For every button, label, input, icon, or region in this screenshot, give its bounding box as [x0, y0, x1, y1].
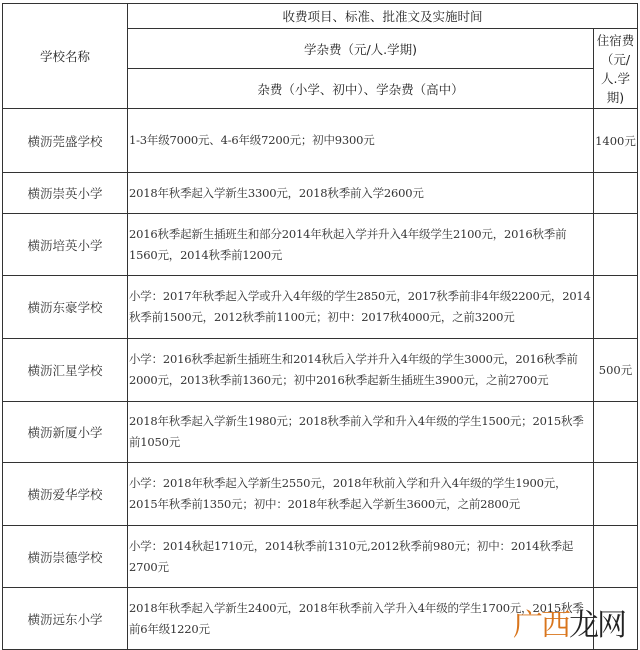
school-name-cell: 横沥汇星学校 — [3, 339, 128, 402]
dorm-fee-cell: 1400元 — [593, 109, 637, 173]
table-row — [3, 214, 638, 276]
fee-cell: 小学：2017年秋季起入学或升入4年级的学生2850元，2017秋季前非4年级2200元，2014秋季前1500元，2012秋季前1100元；初中：2017秋4000元，之前3200元 — [128, 276, 594, 339]
fee-cell: 小学：2014秋起1710元，2014秋季前1310元,2012秋季前980元；初中：2014秋季起2700元 — [128, 526, 594, 588]
fee-cell: 2018年秋季起入学新生1980元；2018秋季前入学和升入4年级的学生1500元；2015秋季前1050元 — [128, 402, 594, 463]
dorm-fee-header: 住宿费（元/人.学期) — [593, 29, 637, 109]
table-row — [3, 339, 638, 402]
fee-cell: 小学：2016秋季起新生插班生和2014秋后入学并升入4年级的学生3000元，2016秋季前2000元，2013秋季前1360元；初中2016秋季起新生插班生3900元，之前2700元 — [128, 339, 594, 402]
dorm-fee-cell — [593, 276, 637, 339]
fee-cell: 2018年秋季起入学新生3300元，2018秋季前入学2600元 — [128, 173, 594, 214]
tuition-subheader: 杂费（小学、初中）、学杂费（高中） — [128, 69, 594, 109]
watermark-part2: 龙网 — [569, 608, 625, 643]
school-name-cell: 横沥培英小学 — [3, 214, 128, 276]
tuition-header: 学杂费（元/人.学期) — [128, 29, 594, 69]
table-row — [3, 109, 638, 173]
fee-cell: 1-3年级7000元、4-6年级7200元；初中9300元 — [128, 109, 594, 173]
dorm-fee-cell — [593, 402, 637, 463]
school-name-cell: 横沥爱华学校 — [3, 463, 128, 526]
fee-items-header: 收费项目、标准、批准文及实施时间 — [128, 4, 638, 29]
school-name-cell: 横沥崇英小学 — [3, 173, 128, 214]
table-row — [3, 402, 638, 463]
table-row — [3, 173, 638, 214]
school-name-cell: 横沥莞盛学校 — [3, 109, 128, 173]
dorm-fee-cell — [593, 214, 637, 276]
table-row — [3, 276, 638, 339]
table-row — [3, 463, 638, 526]
fee-cell: 2018年秋季起入学新生2400元，2018年秋季前入学升入4年级的学生1700元，2015秋季前6年级1220元 — [128, 588, 594, 650]
fee-cell: 小学：2018年秋季起入学新生2550元，2018年秋前入学和升入4年级的学生1900元，2015年秋季前1350元；初中：2018年秋季起入学新生3600元，之前2800元 — [128, 463, 594, 526]
dorm-fee-cell: 500元 — [593, 339, 637, 402]
table-row — [3, 526, 638, 588]
fee-cell: 2016秋季起新生插班生和部分2014年秋起入学并升入4年级学生2100元，2016秋季前1560元，2014秋季前1200元 — [128, 214, 594, 276]
watermark-part1: 广西 — [513, 608, 569, 643]
dorm-fee-cell — [593, 526, 637, 588]
school-name-header: 学校名称 — [3, 4, 128, 109]
school-name-cell: 横沥东豪学校 — [3, 276, 128, 339]
fee-table — [2, 3, 638, 650]
dorm-fee-cell — [593, 173, 637, 214]
school-name-cell: 横沥崇德学校 — [3, 526, 128, 588]
dorm-fee-cell — [593, 463, 637, 526]
watermark-logo — [513, 600, 625, 644]
school-name-cell: 横沥新厦小学 — [3, 402, 128, 463]
school-name-cell: 横沥远东小学 — [3, 588, 128, 650]
